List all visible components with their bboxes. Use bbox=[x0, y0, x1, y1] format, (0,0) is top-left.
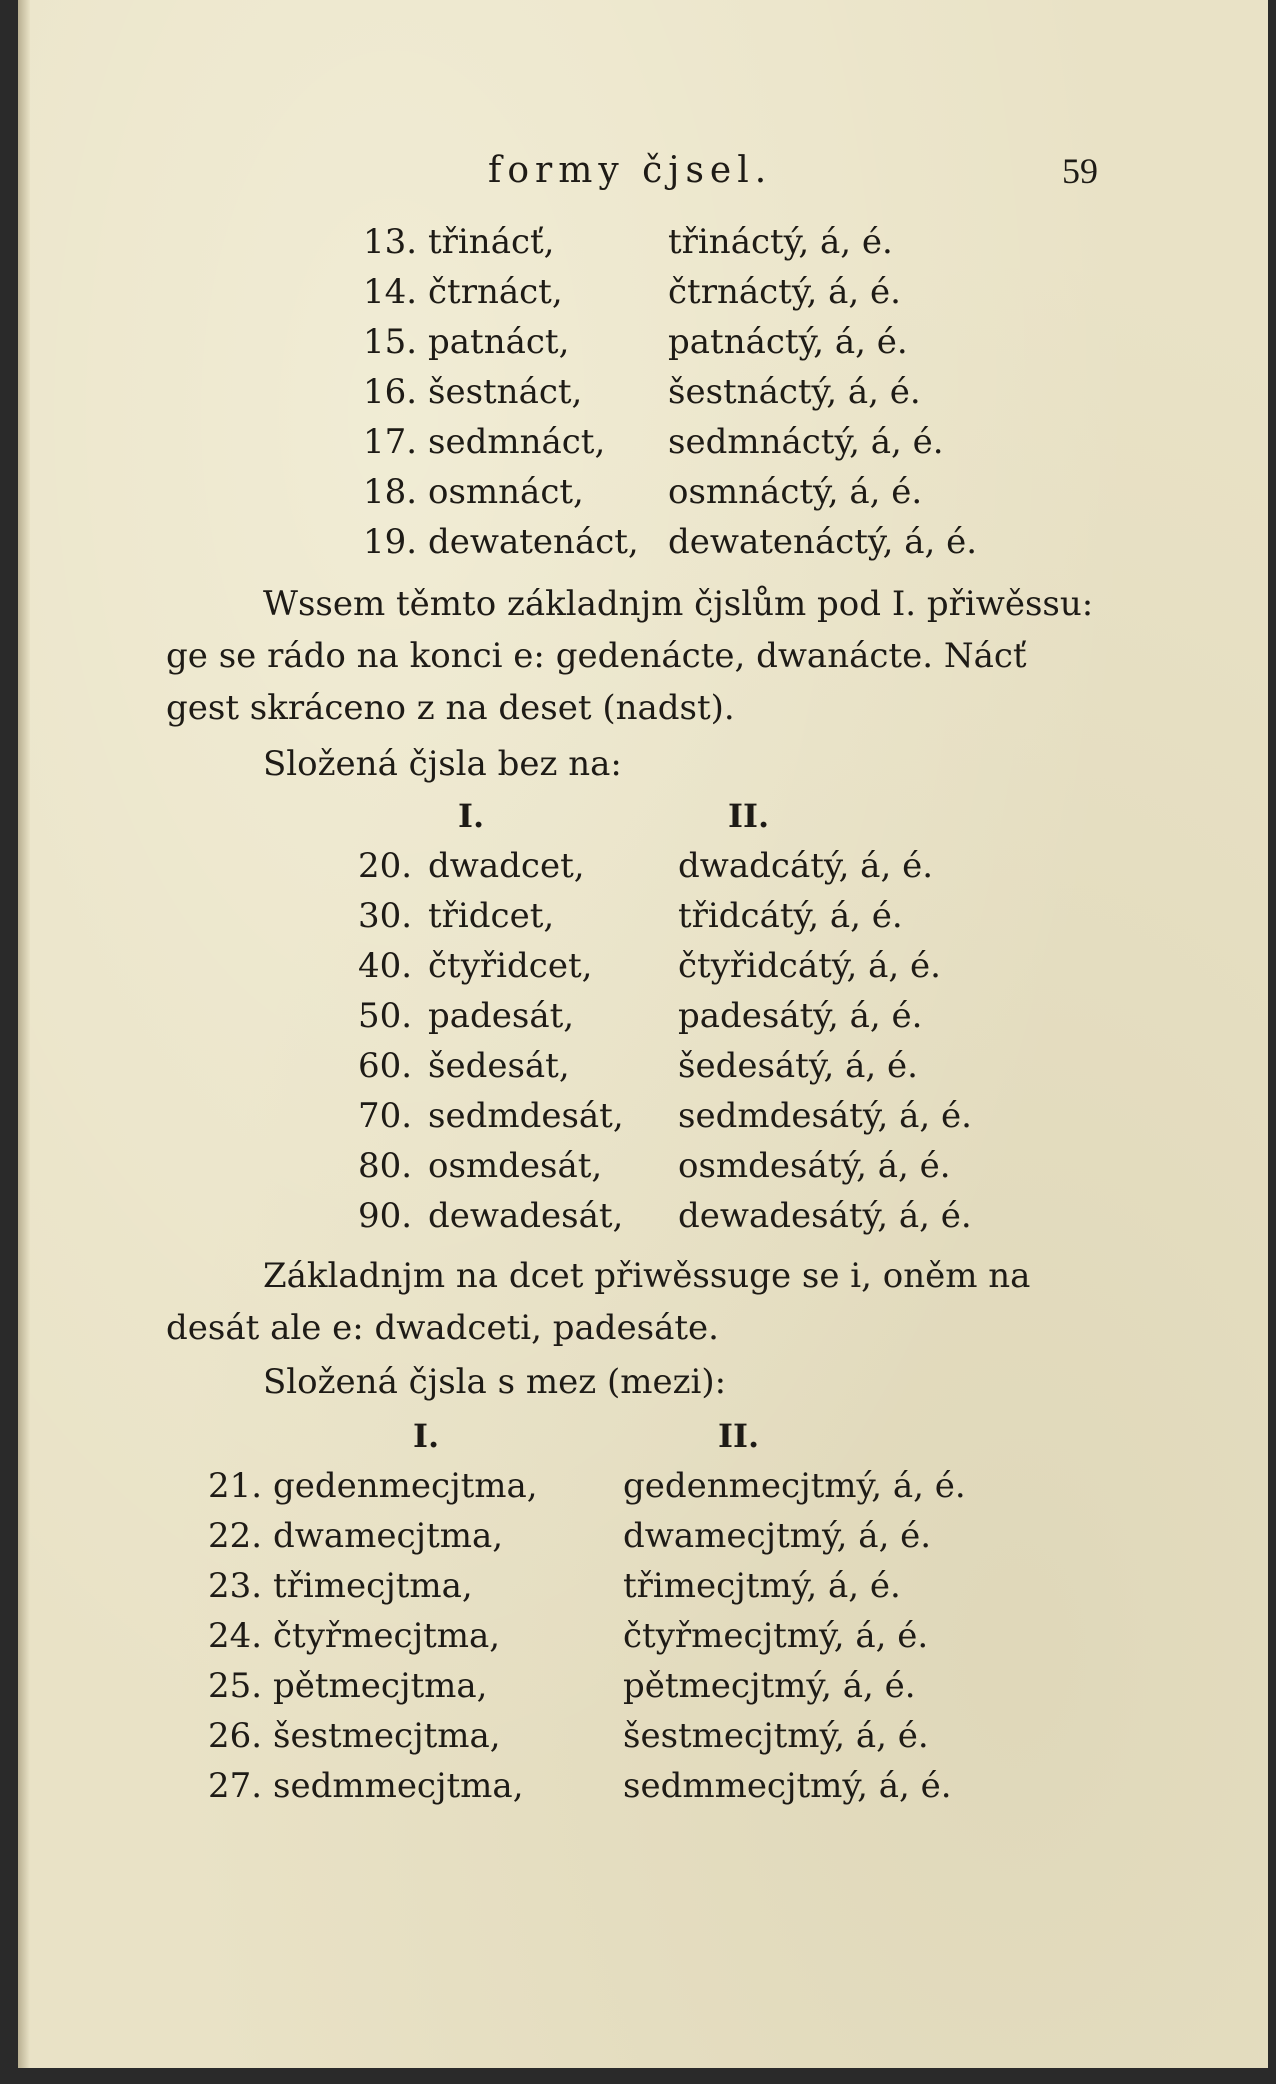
ordinal-form: osmnáctý, á, é. bbox=[668, 472, 923, 512]
cardinal-form: šestmecjtma, bbox=[273, 1716, 501, 1756]
cardinal-form: šedesát, bbox=[428, 1046, 570, 1086]
list-item bbox=[18, 1142, 1268, 1190]
ordinal-form: dwadcátý, á, é. bbox=[678, 846, 933, 886]
item-number: 80. bbox=[358, 1146, 413, 1186]
ordinal-form: třimecjtmý, á, é. bbox=[623, 1566, 901, 1606]
item-number: 16. bbox=[363, 372, 418, 412]
item-number: 13. bbox=[363, 222, 418, 262]
list-item bbox=[18, 1612, 1268, 1660]
item-number: 17. bbox=[363, 422, 418, 462]
column-heading-ordinal: II. bbox=[718, 1417, 760, 1455]
ordinal-form: pětmecjtmý, á, é. bbox=[623, 1666, 916, 1706]
item-number: 26. bbox=[208, 1716, 263, 1756]
list-item bbox=[18, 318, 1268, 366]
list-item bbox=[18, 1192, 1268, 1240]
item-number: 14. bbox=[363, 272, 418, 312]
ordinal-form: patnáctý, á, é. bbox=[668, 322, 908, 362]
cardinal-form: osmdesát, bbox=[428, 1146, 603, 1186]
item-number: 25. bbox=[208, 1666, 263, 1706]
page-number: 59 bbox=[1062, 151, 1098, 191]
paragraph-line: ge se rádo na konci e: gedenácte, dwanácte. Nácť bbox=[166, 636, 1027, 676]
ordinal-form: padesátý, á, é. bbox=[678, 996, 923, 1036]
cardinal-form: šestnáct, bbox=[428, 372, 583, 412]
item-number: 90. bbox=[358, 1196, 413, 1236]
paragraph-line: gest skráceno z na deset (nadst). bbox=[166, 688, 735, 728]
ordinal-form: sedmdesátý, á, é. bbox=[678, 1096, 972, 1136]
list-item bbox=[18, 218, 1268, 266]
ordinal-form: čtyřmecjtmý, á, é. bbox=[623, 1616, 929, 1656]
item-number: 19. bbox=[363, 522, 418, 562]
cardinal-form: čtrnáct, bbox=[428, 272, 563, 312]
cardinal-form: sedmdesát, bbox=[428, 1096, 624, 1136]
ordinal-form: gedenmecjtmý, á, é. bbox=[623, 1466, 966, 1506]
item-number: 50. bbox=[358, 996, 413, 1036]
ordinal-form: třináctý, á, é. bbox=[668, 222, 893, 262]
ordinal-form: dewadesátý, á, é. bbox=[678, 1196, 972, 1236]
cardinal-form: čtyřidcet, bbox=[428, 946, 593, 986]
ordinal-form: čtyřidcátý, á, é. bbox=[678, 946, 941, 986]
list-item bbox=[18, 518, 1268, 566]
column-heading-cardinal: I. bbox=[458, 797, 485, 835]
paragraph-line: desát ale e: dwadceti, padesáte. bbox=[166, 1308, 719, 1348]
cardinal-form: dewadesát, bbox=[428, 1196, 624, 1236]
ordinal-form: sedmmecjtmý, á, é. bbox=[623, 1766, 952, 1806]
cardinal-form: pětmecjtma, bbox=[273, 1666, 488, 1706]
cardinal-form: čtyřmecjtma, bbox=[273, 1616, 501, 1656]
item-number: 70. bbox=[358, 1096, 413, 1136]
cardinal-form: sedmmecjtma, bbox=[273, 1766, 524, 1806]
item-number: 60. bbox=[358, 1046, 413, 1086]
list-item bbox=[18, 1762, 1268, 1810]
column-heading-ordinal: II. bbox=[728, 797, 770, 835]
cardinal-form: třidcet, bbox=[428, 896, 555, 936]
page-header bbox=[18, 150, 1268, 210]
item-number: 27. bbox=[208, 1766, 263, 1806]
ordinal-form: dwamecjtmý, á, é. bbox=[623, 1516, 932, 1556]
list-item bbox=[18, 842, 1268, 890]
section-heading: Složená čjsla s mez (mezi): bbox=[263, 1362, 727, 1402]
list-item bbox=[18, 1562, 1268, 1610]
item-number: 24. bbox=[208, 1616, 263, 1656]
cardinal-form: dewatenáct, bbox=[428, 522, 639, 562]
section-heading: Složená čjsla bez na: bbox=[263, 744, 622, 784]
list-item bbox=[18, 1462, 1268, 1510]
item-number: 18. bbox=[363, 472, 418, 512]
ordinal-form: šestnáctý, á, é. bbox=[668, 372, 921, 412]
item-number: 15. bbox=[363, 322, 418, 362]
cardinal-form: padesát, bbox=[428, 996, 575, 1036]
cardinal-form: gedenmecjtma, bbox=[273, 1466, 538, 1506]
list-item bbox=[18, 268, 1268, 316]
ordinal-form: třidcátý, á, é. bbox=[678, 896, 903, 936]
item-number: 20. bbox=[358, 846, 413, 886]
item-number: 23. bbox=[208, 1566, 263, 1606]
list-item bbox=[18, 892, 1268, 940]
book-page bbox=[18, 0, 1268, 2068]
cardinal-form: patnáct, bbox=[428, 322, 570, 362]
cardinal-form: osmnáct, bbox=[428, 472, 584, 512]
item-number: 40. bbox=[358, 946, 413, 986]
running-title: formy čjsel. bbox=[488, 150, 773, 191]
list-item bbox=[18, 1712, 1268, 1760]
cardinal-form: dwadcet, bbox=[428, 846, 585, 886]
cardinal-form: třinácť, bbox=[428, 222, 555, 262]
item-number: 22. bbox=[208, 1516, 263, 1556]
item-number: 21. bbox=[208, 1466, 263, 1506]
ordinal-form: dewatenáctý, á, é. bbox=[668, 522, 978, 562]
ordinal-form: šedesátý, á, é. bbox=[678, 1046, 918, 1086]
paragraph-line: Wssem těmto základnjm čjslům pod I. přiwěssu: bbox=[263, 584, 1094, 624]
paragraph-line: Základnjm na dcet přiwěssuge se i, oněm na bbox=[263, 1256, 1031, 1296]
list-item bbox=[18, 992, 1268, 1040]
ordinal-form: sedmnáctý, á, é. bbox=[668, 422, 944, 462]
list-item bbox=[18, 1092, 1268, 1140]
list-item bbox=[18, 1512, 1268, 1560]
list-item bbox=[18, 468, 1268, 516]
column-heading-cardinal: I. bbox=[413, 1417, 440, 1455]
list-item bbox=[18, 942, 1268, 990]
cardinal-form: sedmnáct, bbox=[428, 422, 606, 462]
ordinal-form: šestmecjtmý, á, é. bbox=[623, 1716, 929, 1756]
list-item bbox=[18, 1662, 1268, 1710]
ordinal-form: čtrnáctý, á, é. bbox=[668, 272, 901, 312]
cardinal-form: třimecjtma, bbox=[273, 1566, 473, 1606]
ordinal-form: osmdesátý, á, é. bbox=[678, 1146, 951, 1186]
item-number: 30. bbox=[358, 896, 413, 936]
cardinal-form: dwamecjtma, bbox=[273, 1516, 504, 1556]
list-item bbox=[18, 418, 1268, 466]
list-item bbox=[18, 1042, 1268, 1090]
list-item bbox=[18, 368, 1268, 416]
